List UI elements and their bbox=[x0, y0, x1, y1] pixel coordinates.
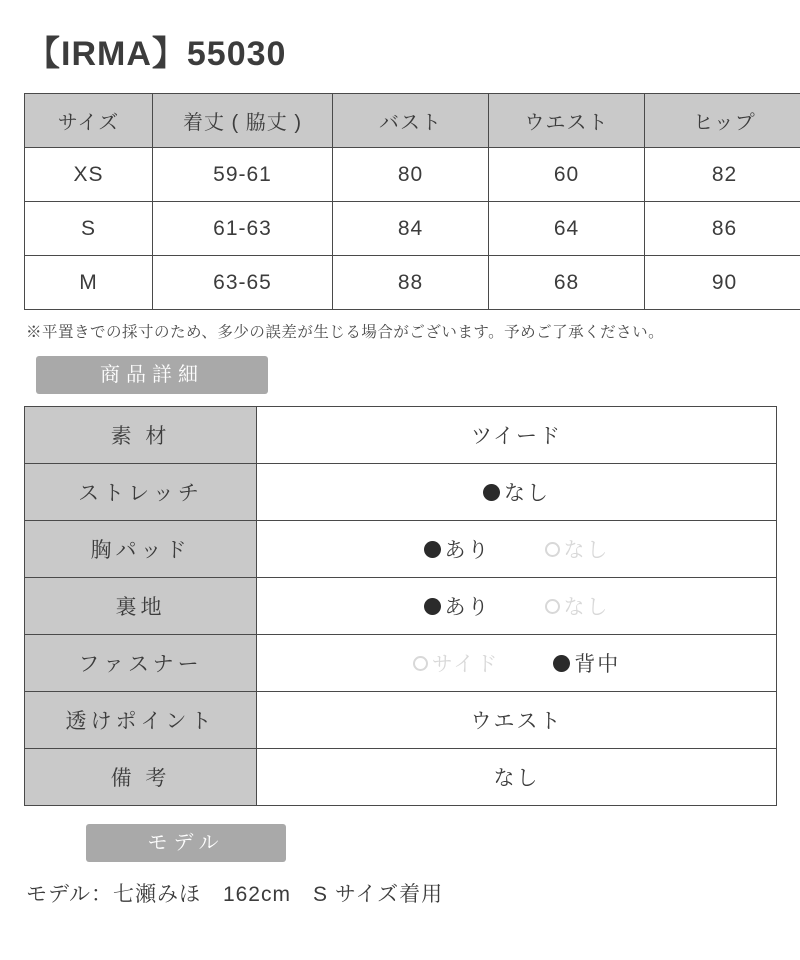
table-row bbox=[25, 635, 777, 692]
filled-circle-icon bbox=[553, 655, 570, 672]
size-table-header-cell: サイズ bbox=[25, 94, 153, 148]
page-title: 【IRMA】55030 bbox=[26, 35, 287, 73]
detail-label: 裏地 bbox=[25, 578, 257, 635]
filled-circle-icon bbox=[483, 484, 500, 501]
detail-value bbox=[257, 578, 777, 635]
option-label: サイド bbox=[431, 653, 500, 676]
size-table-header-cell: バスト bbox=[333, 94, 489, 148]
size-cell: 82 bbox=[645, 148, 800, 202]
product-detail-table bbox=[24, 406, 777, 806]
size-cell: 63-65 bbox=[153, 256, 333, 310]
option-group bbox=[258, 534, 775, 564]
size-cell: 60 bbox=[489, 148, 645, 202]
detail-value bbox=[257, 635, 777, 692]
detail-label: 透けポイント bbox=[25, 692, 257, 749]
table-row bbox=[25, 256, 800, 310]
empty-circle-icon bbox=[413, 656, 428, 671]
size-table bbox=[24, 93, 800, 310]
model-info: モデル：七瀬みほ 162cm S サイズ着用 bbox=[26, 883, 444, 906]
size-cell: 59-61 bbox=[153, 148, 333, 202]
option-label: なし bbox=[504, 482, 550, 505]
detail-value bbox=[257, 521, 777, 578]
detail-label: 備 考 bbox=[25, 749, 257, 806]
size-cell: 80 bbox=[333, 148, 489, 202]
option-unselected bbox=[413, 648, 500, 678]
detail-value bbox=[257, 464, 777, 521]
option-unselected bbox=[545, 534, 610, 564]
table-row bbox=[25, 692, 777, 749]
detail-value: なし bbox=[257, 749, 777, 806]
table-row bbox=[25, 578, 777, 635]
measurement-note: ※平置きでの採寸のため、多少の誤差が生じる場合がございます。予めご了承ください。 bbox=[26, 324, 665, 341]
option-selected bbox=[483, 477, 550, 507]
filled-circle-icon bbox=[424, 541, 441, 558]
table-row bbox=[25, 464, 777, 521]
empty-circle-icon bbox=[545, 542, 560, 557]
table-row bbox=[25, 202, 800, 256]
size-cell: 86 bbox=[645, 202, 800, 256]
option-selected bbox=[424, 591, 491, 621]
filled-circle-icon bbox=[424, 598, 441, 615]
size-cell: S bbox=[25, 202, 153, 256]
detail-label: 素 材 bbox=[25, 407, 257, 464]
size-table-header-cell: ヒップ bbox=[645, 94, 800, 148]
table-row bbox=[25, 407, 777, 464]
detail-value: ツイード bbox=[257, 407, 777, 464]
size-cell: 84 bbox=[333, 202, 489, 256]
option-label: なし bbox=[563, 539, 610, 562]
size-cell: M bbox=[25, 256, 153, 310]
size-table-header-cell: ウエスト bbox=[489, 94, 645, 148]
detail-label: ファスナー bbox=[25, 635, 257, 692]
table-row bbox=[25, 148, 800, 202]
empty-circle-icon bbox=[545, 599, 560, 614]
size-cell: 64 bbox=[489, 202, 645, 256]
option-selected bbox=[424, 534, 491, 564]
detail-label: 胸パッド bbox=[25, 521, 257, 578]
section-heading-model: モデル bbox=[86, 824, 286, 862]
size-table-header-row bbox=[25, 94, 800, 148]
table-row bbox=[25, 521, 777, 578]
detail-value: ウエスト bbox=[257, 692, 777, 749]
option-unselected bbox=[545, 591, 610, 621]
detail-label: ストレッチ bbox=[25, 464, 257, 521]
size-cell: 61-63 bbox=[153, 202, 333, 256]
size-cell: XS bbox=[25, 148, 153, 202]
option-label: なし bbox=[563, 596, 610, 619]
size-cell: 88 bbox=[333, 256, 489, 310]
size-cell: 90 bbox=[645, 256, 800, 310]
section-heading-product-detail: 商品詳細 bbox=[36, 356, 268, 394]
option-label: 背中 bbox=[574, 653, 621, 676]
size-cell: 68 bbox=[489, 256, 645, 310]
table-row bbox=[25, 749, 777, 806]
option-label: あり bbox=[444, 596, 491, 619]
option-group bbox=[258, 591, 775, 621]
option-group bbox=[258, 648, 775, 678]
option-label: あり bbox=[444, 539, 491, 562]
option-selected bbox=[553, 648, 620, 678]
size-table-header-cell: 着丈 ( 脇丈 ) bbox=[153, 94, 333, 148]
